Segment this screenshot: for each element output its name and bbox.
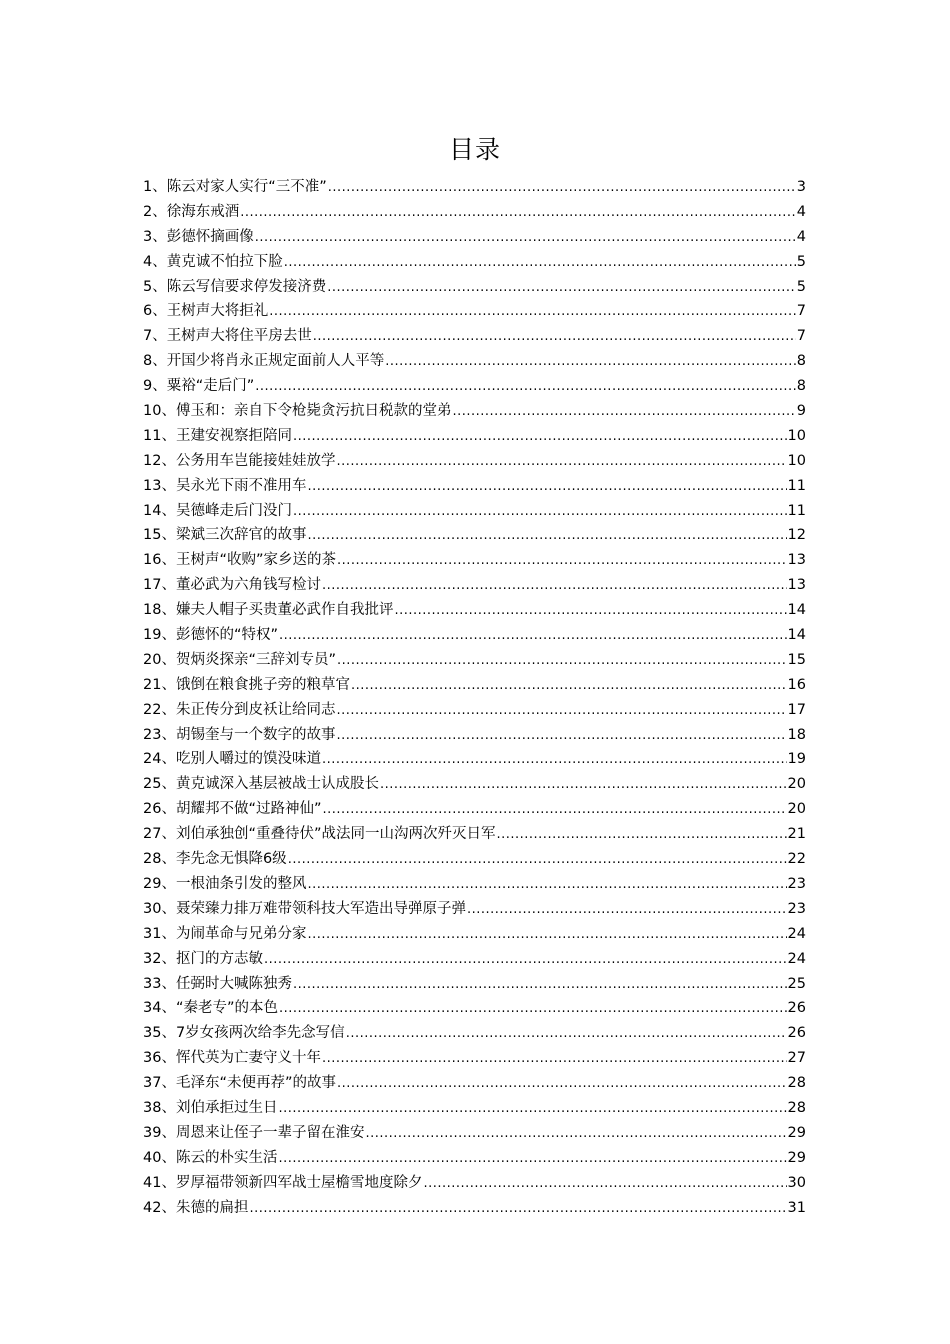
toc-entry[interactable] [143,1046,806,1071]
toc-entry[interactable] [143,225,806,250]
toc-entry[interactable] [143,424,806,449]
toc-dot-leader [380,773,787,797]
toc-dot-leader [423,1172,786,1196]
toc-dot-leader [337,649,787,673]
toc-entry-label: 2、徐海东戒酒 [143,203,240,220]
toc-dot-leader [269,300,796,324]
toc-entry[interactable] [143,747,806,772]
toc-dot-leader [264,948,787,972]
toc-entry-label: 5、陈云写信要求停发接济费 [143,278,327,295]
toc-entry[interactable] [143,399,806,424]
toc-entry-page-number: 20 [787,801,806,818]
toc-dot-leader [293,973,787,997]
toc-entry[interactable] [143,922,806,947]
toc-entry-label: 26、胡耀邦不做“过路神仙” [143,801,322,818]
toc-entry-page-number: 15 [787,651,806,668]
toc-entry-label: 21、饿倒在粮食挑子旁的粮草官 [143,676,350,693]
toc-dot-leader [279,624,787,648]
toc-dot-leader [313,325,796,349]
toc-entry-page-number: 7 [796,303,806,320]
toc-entry[interactable] [143,474,806,499]
toc-entry-page-number: 20 [787,776,806,793]
toc-dot-leader [307,873,786,897]
toc-entry-page-number: 7 [796,328,806,345]
toc-list [143,175,806,1220]
toc-entry-label: 31、为闹革命与兄弟分家 [143,925,307,942]
toc-entry-page-number: 9 [796,403,806,420]
toc-entry[interactable] [143,673,806,698]
toc-dot-leader [278,1147,786,1171]
toc-entry-page-number: 29 [787,1149,806,1166]
toc-dot-leader [307,923,786,947]
toc-dot-leader [279,997,787,1021]
toc-entry-label: 12、公务用车岂能接娃娃放学 [143,452,336,469]
toc-dot-leader [278,1097,786,1121]
toc-entry-label: 42、朱德的扁担 [143,1199,249,1216]
toc-entry-page-number: 10 [787,427,806,444]
toc-dot-leader [322,798,786,822]
toc-entry-page-number: 14 [787,627,806,644]
toc-entry-page-number: 28 [787,1075,806,1092]
toc-entry[interactable] [143,822,806,847]
toc-dot-leader [284,251,796,275]
toc-entry-page-number: 5 [796,278,806,295]
toc-entry[interactable] [143,548,806,573]
toc-entry-label: 41、罗厚福带领新四军战士屋檐雪地度除夕 [143,1174,423,1191]
toc-entry-page-number: 27 [787,1050,806,1067]
toc-dot-leader [496,823,786,847]
toc-dot-leader [365,1122,786,1146]
toc-entry[interactable] [143,299,806,324]
toc-entry-label: 24、吃别人嚼过的馍没味道 [143,751,321,768]
toc-entry-page-number: 18 [787,726,806,743]
toc-entry[interactable] [143,947,806,972]
toc-entry-page-number: 4 [796,203,806,220]
toc-entry[interactable] [143,200,806,225]
toc-entry[interactable] [143,523,806,548]
toc-entry-page-number: 23 [787,900,806,917]
toc-entry[interactable] [143,698,806,723]
toc-entry-page-number: 26 [787,1025,806,1042]
toc-entry-label: 38、刘伯承拒过生日 [143,1099,278,1116]
toc-dot-leader [337,549,787,573]
toc-entry[interactable] [143,1196,806,1221]
toc-entry[interactable] [143,598,806,623]
toc-entry-page-number: 16 [787,676,806,693]
toc-entry-label: 40、陈云的朴实生活 [143,1149,278,1166]
toc-dot-leader [327,276,796,300]
toc-entry-label: 27、刘伯承独创“重叠待伏”战法同一山沟两次歼灭日军 [143,826,496,843]
toc-entry-label: 28、李先念无惧降6级 [143,851,287,868]
toc-entry-label: 18、嫌夫人帽子买贵董必武作自我批评 [143,602,394,619]
toc-dot-leader [249,1197,786,1221]
toc-dot-leader [255,226,796,250]
toc-entry-page-number: 31 [787,1199,806,1216]
toc-entry[interactable] [143,449,806,474]
toc-entry-label: 14、吴德峰走后门没门 [143,502,292,519]
toc-dot-leader [328,176,796,200]
toc-entry[interactable] [143,972,806,997]
toc-entry-label: 39、周恩来让侄子一辈子留在淮安 [143,1124,365,1141]
toc-entry-page-number: 14 [787,602,806,619]
toc-entry[interactable] [143,499,806,524]
toc-entry[interactable] [143,897,806,922]
toc-entry[interactable] [143,772,806,797]
toc-entry[interactable] [143,996,806,1021]
toc-entry-page-number: 19 [787,751,806,768]
toc-entry-page-number: 29 [787,1124,806,1141]
toc-entry-label: 10、傅玉和：亲自下令枪毙贪污抗日税款的堂弟 [143,403,452,420]
toc-entry-page-number: 10 [787,452,806,469]
toc-dot-leader [336,699,786,723]
toc-entry-label: 19、彭德怀的“特权” [143,627,278,644]
toc-entry-label: 16、王树声“收购”家乡送的茶 [143,552,336,569]
toc-entry-label: 22、朱正传分到皮袄让给同志 [143,701,336,718]
toc-dot-leader [293,500,787,524]
toc-entry-page-number: 17 [787,701,806,718]
toc-entry[interactable] [143,374,806,399]
toc-entry-label: 30、聂荣臻力排万难带领科技大军造出导弹原子弹 [143,900,466,917]
toc-entry[interactable] [143,1071,806,1096]
toc-entry-label: 17、董必武为六角钱写检讨 [143,577,321,594]
toc-entry[interactable] [143,1096,806,1121]
toc-entry[interactable] [143,324,806,349]
toc-entry[interactable] [143,175,806,200]
toc-entry[interactable] [143,250,806,275]
toc-entry-page-number: 3 [796,179,806,195]
toc-dot-leader [307,475,786,499]
toc-entry-label: 37、毛泽东“未便再荐”的故事 [143,1075,336,1092]
toc-entry-label: 36、恽代英为亡妻守义十年 [143,1050,321,1067]
toc-title: 目录 [448,135,501,164]
toc-entry-label: 35、7岁女孩两次给李先念写信 [143,1025,345,1042]
toc-entry[interactable] [143,648,806,673]
toc-entry-page-number: 8 [796,353,806,370]
toc-entry-page-number: 22 [787,851,806,868]
toc-dot-leader [336,724,786,748]
toc-entry[interactable] [143,872,806,897]
toc-entry[interactable] [143,1121,806,1146]
toc-entry[interactable] [143,573,806,598]
toc-entry-label: 20、贺炳炎探亲“三辞刘专员” [143,651,336,668]
toc-dot-leader [322,574,787,598]
toc-entry-page-number: 13 [787,577,806,594]
toc-entry-page-number: 25 [787,975,806,992]
toc-entry-page-number: 13 [787,552,806,569]
toc-entry-page-number: 11 [787,502,806,519]
toc-entry-label: 7、王树声大将住平房去世 [143,328,312,345]
toc-dot-leader [337,1072,787,1096]
toc-entry-page-number: 26 [787,1000,806,1017]
toc-dot-leader [351,674,787,698]
toc-dot-leader [336,450,786,474]
toc-entry[interactable] [143,349,806,374]
toc-entry[interactable] [143,847,806,872]
toc-dot-leader [322,1047,787,1071]
toc-entry[interactable] [143,1021,806,1046]
toc-entry-label: 34、“秦老专”的本色 [143,1000,278,1017]
toc-entry-label: 4、黄克诚不怕拉下脸 [143,253,283,270]
toc-dot-leader [394,599,786,623]
toc-entry-label: 15、梁斌三次辞官的故事 [143,527,307,544]
toc-dot-leader [322,748,787,772]
toc-dot-leader [346,1022,787,1046]
toc-entry-page-number: 24 [787,950,806,967]
toc-entry-page-number: 8 [796,378,806,395]
toc-entry-label: 1、陈云对家人实行“三不准” [143,179,327,195]
toc-entry-label: 25、黄克诚深入基层被战士认成股长 [143,776,379,793]
toc-entry[interactable] [143,1146,806,1171]
toc-dot-leader [288,848,787,872]
toc-dot-leader [467,898,787,922]
toc-entry-label: 29、一根油条引发的整风 [143,875,307,892]
toc-entry-page-number: 11 [787,477,806,494]
toc-entry[interactable] [143,623,806,648]
toc-entry-label: 3、彭德怀摘画像 [143,228,254,245]
toc-entry-label: 23、胡锡奎与一个数字的故事 [143,726,336,743]
toc-entry-label: 6、王树声大将拒礼 [143,303,269,320]
toc-entry-page-number: 30 [787,1174,806,1191]
toc-entry-page-number: 24 [787,925,806,942]
toc-entry[interactable] [143,723,806,748]
toc-entry-page-number: 5 [796,253,806,270]
toc-entry-label: 11、王建安视察拒陪同 [143,427,292,444]
toc-entry-page-number: 4 [796,228,806,245]
toc-entry-page-number: 28 [787,1099,806,1116]
toc-entry[interactable] [143,797,806,822]
toc-entry[interactable] [143,275,806,300]
toc-entry-page-number: 23 [787,875,806,892]
toc-entry-page-number: 12 [787,527,806,544]
toc-dot-leader [307,524,786,548]
toc-dot-leader [293,425,787,449]
toc-entry-label: 33、任弼时大喊陈独秀 [143,975,292,992]
toc-dot-leader [255,375,796,399]
toc-dot-leader [385,350,796,374]
toc-entry-label: 32、抠门的方志敏 [143,950,263,967]
toc-entry-label: 8、开国少将肖永正规定面前人人平等 [143,353,385,370]
toc-entry[interactable] [143,1171,806,1196]
toc-entry-label: 13、吴永光下雨不准用车 [143,477,307,494]
toc-entry-label: 9、粟裕“走后门” [143,378,255,395]
toc-entry-page-number: 21 [787,826,806,843]
toc-dot-leader [452,400,795,424]
toc-dot-leader [240,201,796,225]
